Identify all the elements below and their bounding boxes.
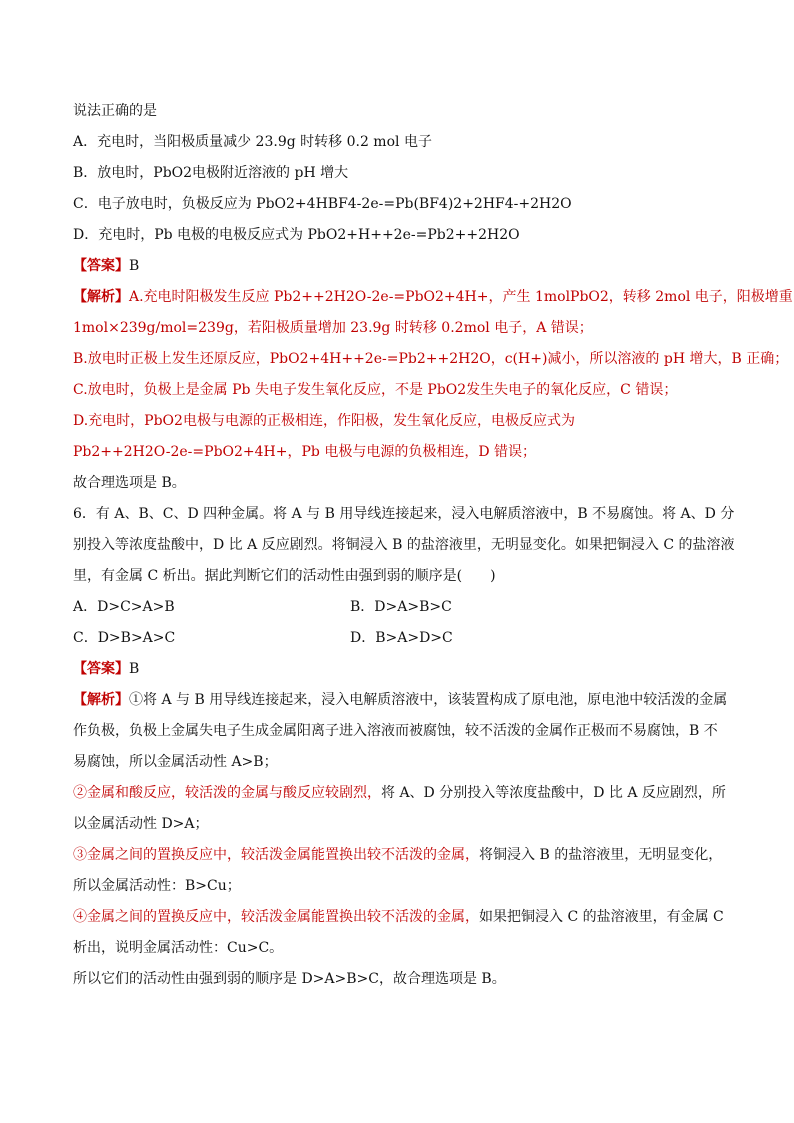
answer-tag: 【答案】 <box>73 661 129 677</box>
q5-analysis-line-1 <box>73 282 793 313</box>
q5-stem-tail: 说法正确的是 <box>73 103 157 119</box>
q5-analysis-line-4: C.放电时，负极上是金属 Pb 失电子发生氧化反应，不是 PbO2发生失电子的氧化反应，C 错误； <box>73 382 678 398</box>
q6-option-b: B．D>A>B>C <box>350 599 452 615</box>
q6-stem-line-2: 别投入等浓度盐酸中，D 比 A 反应剧烈。将铜浸入 B 的盐溶液里，无明显变化。如果把铜浸入 C 的盐溶液 <box>73 537 735 553</box>
analysis-tag: 【解析】 <box>73 289 129 305</box>
q6-stem-line-1: 6．有 A、B、C、D 四种金属。将 A 与 B 用导线连接起来，浸入电解质溶液中，B 不易腐蚀。将 A、D 分 <box>73 506 735 522</box>
point-rule: ④金属之间的置换反应中，较活泼金属能置换出较不活泼的金属， <box>73 909 479 925</box>
point-detail: 将铜浸入 B 的盐溶液里，无明显变化， <box>479 847 723 863</box>
q5-conclusion: 故合理选项是 B。 <box>73 475 186 491</box>
q5-analysis-line-3: B.放电时正极上发生还原反应，PbO2+4H++2e-=Pb2++2H2O，c(H+)减小，所以溶液的 pH 增大，B 正确； <box>73 351 789 367</box>
q6-analysis-line-1 <box>73 685 728 716</box>
q5-option-b: B．放电时，PbO2电极附近溶液的 pH 增大 <box>73 165 349 181</box>
q5-answer <box>73 251 723 282</box>
answer-tag: 【答案】 <box>73 258 129 274</box>
analysis-text: A.充电时阳极发生反应 Pb2++2H2O-2e-=PbO2+4H+，产生 1molPbO2，转移 2mol 电子，阳极增重 <box>129 289 793 305</box>
q6-answer <box>73 654 723 685</box>
q6-point-4-cont: 析出，说明金属活动性：Cu>C。 <box>73 940 284 956</box>
q6-options-row-2 <box>73 623 723 654</box>
q6-point-3 <box>73 840 723 871</box>
q5-option-d: D．充电时，Pb 电极的电极反应式为 PbO2+H++2e-=Pb2++2H2O <box>73 227 520 243</box>
q5-option-a: A．充电时，当阳极质量减少 23.9g 时转移 0.2 mol 电子 <box>73 134 432 150</box>
q6-options-row-1 <box>73 592 723 623</box>
answer-value: B <box>129 661 140 677</box>
q6-stem-line-3: 里，有金属 C 析出。据此判断它们的活动性由强到弱的顺序是( ) <box>73 568 496 584</box>
q6-conclusion: 所以它们的活动性由强到弱的顺序是 D>A>B>C，故合理选项是 B。 <box>73 971 506 987</box>
q6-option-d: D．B>A>D>C <box>350 630 453 646</box>
q5-analysis-line-6: Pb2++2H2O-2e-=PbO2+4H+，Pb 电极与电源的负极相连，D 错误； <box>73 444 536 460</box>
q5-option-c: C．电子放电时，负极反应为 PbO2+4HBF4-2e-=Pb(BF4)2+2HF4-+2H2O <box>73 196 572 212</box>
point-detail: 将 A、D 分别投入等浓度盐酸中，D 比 A 反应剧烈，所 <box>381 785 726 801</box>
q6-option-a: A．D>C>A>B <box>73 599 175 615</box>
point-detail: 如果把铜浸入 C 的盐溶液里，有金属 C <box>479 909 724 925</box>
q6-option-c: C．D>B>A>C <box>73 630 176 646</box>
q6-point-2 <box>73 778 726 809</box>
answer-value: B <box>129 258 140 274</box>
q5-analysis-line-5: D.充电时，PbO2电极与电源的正极相连，作阳极，发生氧化反应，电极反应式为 <box>73 413 575 429</box>
q6-analysis-line-2: 作负极，负极上金属失电子生成金属阳离子进入溶液而被腐蚀，较不活泼的金属作正极而不易腐蚀，B 不 <box>73 723 718 739</box>
point-rule: ③金属之间的置换反应中，较活泼金属能置换出较不活泼的金属， <box>73 847 479 863</box>
document-content <box>73 96 793 995</box>
q6-point-2-cont: 以金属活动性 D>A； <box>73 816 209 832</box>
q6-point-4 <box>73 902 723 933</box>
point-rule: ②金属和酸反应，较活泼的金属与酸反应较剧烈， <box>73 785 381 801</box>
analysis-text: ①将 A 与 B 用导线连接起来，浸入电解质溶液中，该装置构成了原电池，原电池中较活泼的金属 <box>129 692 728 708</box>
q6-analysis-line-3: 易腐蚀，所以金属活动性 A>B； <box>73 754 278 770</box>
analysis-tag: 【解析】 <box>73 692 129 708</box>
q6-point-3-cont: 所以金属活动性：B>Cu； <box>73 878 241 894</box>
q5-analysis-line-2: 1mol×239g/mol=239g，若阳极质量增加 23.9g 时转移 0.2mol 电子，A 错误； <box>73 320 593 336</box>
